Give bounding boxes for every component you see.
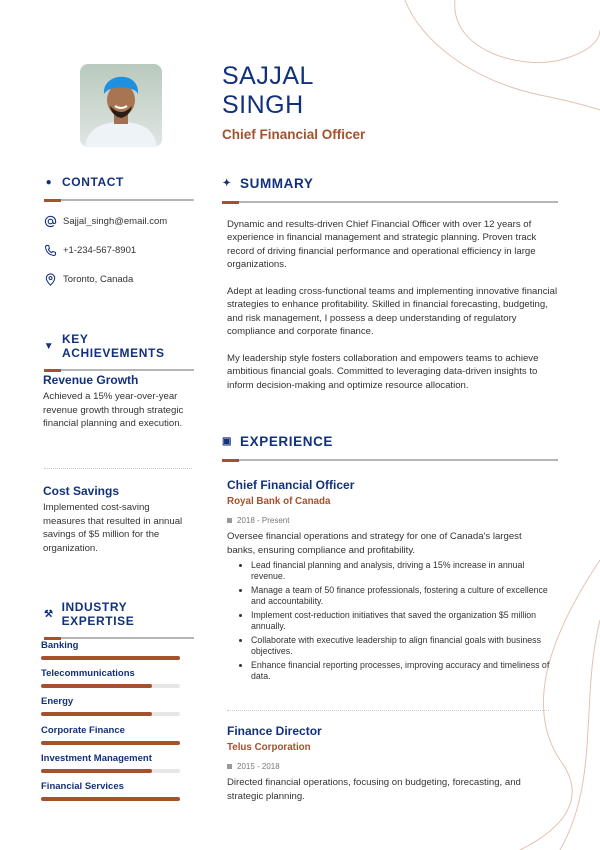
skill-level-bar [41, 769, 180, 773]
achievement-title: Revenue Growth [43, 373, 139, 387]
job-description: Directed financial operations, focusing on budgeting, forecasting, and strategic planning. [227, 777, 521, 802]
job-dates: 2015 - 2018 [227, 762, 552, 771]
achievement-item [43, 484, 193, 555]
sparkle-icon: ✦ [222, 178, 232, 189]
skill-level-fill [41, 712, 152, 716]
skill-item [41, 725, 180, 745]
at-icon [44, 215, 57, 228]
job-bullets [239, 560, 552, 682]
skill-level-bar [41, 684, 180, 688]
contact-location: Toronto, Canada [44, 273, 194, 286]
job-company: Royal Bank of Canada [227, 496, 331, 507]
summary-section [222, 176, 558, 392]
candidate-title: Chief Financial Officer [222, 127, 366, 142]
skill-label: Corporate Finance [41, 724, 125, 736]
skill-item [41, 668, 180, 688]
job-dates: 2018 - Present [227, 516, 552, 525]
wrench-icon: ⚒ [44, 608, 54, 620]
contact-email[interactable]: Sajjal_singh@email.com [44, 215, 194, 228]
skill-level-fill [41, 684, 152, 688]
job-description: Oversee financial operations and strategy for one of Canada's largest banks, ensuring compliance and profitability. [227, 531, 522, 556]
skill-item [41, 753, 180, 773]
calendar-icon [227, 764, 232, 769]
skill-label: Financial Services [41, 781, 124, 792]
achievement-item [43, 373, 193, 431]
divider [44, 637, 194, 639]
skill-label: Investment Management [41, 752, 152, 764]
skill-label: Banking [41, 640, 79, 651]
job-bullet: Implement cost-reduction initiatives that saved the organization $5 million annually. [239, 610, 552, 632]
skill-level-bar [41, 712, 180, 716]
achievements-section [44, 332, 194, 371]
achievement-text: Implemented cost-saving measures that resulted in annual savings of $5 million for the organization. [43, 502, 183, 554]
profile-photo [80, 64, 162, 147]
divider [44, 199, 194, 201]
job-title: Finance Director [227, 724, 322, 738]
person-icon: ● [45, 176, 53, 188]
expertise-heading: ⚒ INDUSTRY EXPERTISE [44, 600, 135, 628]
job-bullet: Enhance financial reporting processes, improving accuracy and timeliness of data. [239, 660, 552, 682]
location-pin-icon [44, 273, 57, 286]
skill-level-fill [41, 797, 180, 801]
job-bullet: Manage a team of 50 finance professionals, fostering a culture of excellence and accountability. [239, 585, 552, 607]
skill-level-fill [41, 769, 152, 773]
contact-section [44, 175, 194, 286]
achievement-title: Cost Savings [43, 484, 120, 498]
job-title: Chief Financial Officer [227, 478, 355, 492]
skill-level-bar [41, 797, 180, 801]
skill-label: Telecommunications [41, 668, 135, 680]
trophy-icon: ▼ [43, 340, 55, 352]
skill-item [41, 781, 180, 801]
skill-item [41, 640, 180, 660]
skill-level-bar [41, 656, 180, 660]
job-entry [227, 724, 552, 803]
candidate-name: SAJJAL SINGH [222, 62, 314, 119]
skill-level-bar [41, 741, 180, 745]
divider [227, 710, 549, 711]
expertise-section [44, 600, 194, 639]
skill-item [41, 696, 180, 716]
job-entry [227, 478, 552, 685]
summary-paragraph: Adept at leading cross-functional teams and implementing innovative financial strategies to enhance profitability. Skilled in financial forecasting, budgeting, and risk management, I possess a deep understanding of regulatory compliance and corporate finance. [227, 285, 558, 337]
briefcase-icon: ▣ [221, 436, 233, 447]
summary-heading: ✦ SUMMARY [222, 176, 314, 191]
contact-phone[interactable]: +1-234-567-8901 [44, 244, 194, 257]
job-company: Telus Corporation [227, 742, 311, 753]
experience-section [222, 434, 558, 461]
divider [44, 369, 194, 371]
skill-level-fill [41, 656, 180, 660]
job-bullet: Collaborate with executive leadership to align financial goals with business objectives. [239, 635, 552, 657]
skill-label: Energy [41, 696, 74, 708]
divider [44, 468, 192, 469]
skill-level-fill [41, 741, 180, 745]
phone-icon [44, 244, 57, 257]
contact-heading: ● CONTACT [45, 175, 124, 189]
summary-paragraph: Dynamic and results-driven Chief Financial Officer with over 12 years of experience in financial management and strategic planning. Proven track record of driving financial performance and operational efficiency in large organizations. [227, 218, 537, 270]
divider [222, 459, 558, 461]
summary-paragraph: My leadership style fosters collaboration and empowers teams to achieve ambitious financial goals. Committed to leveraging data-driven insights to inform decision-making and optimize resource allocation. [227, 352, 539, 391]
calendar-icon [227, 518, 232, 523]
achievement-text: Achieved a 15% year-over-year revenue growth through strategic financial planning and execution. [43, 391, 184, 429]
achievements-heading: ▼ KEY ACHIEVEMENTS [43, 332, 165, 360]
experience-heading: ▣ EXPERIENCE [221, 434, 334, 449]
job-bullet: Lead financial planning and analysis, driving a 15% increase in annual revenue. [239, 560, 552, 582]
divider [222, 201, 558, 203]
